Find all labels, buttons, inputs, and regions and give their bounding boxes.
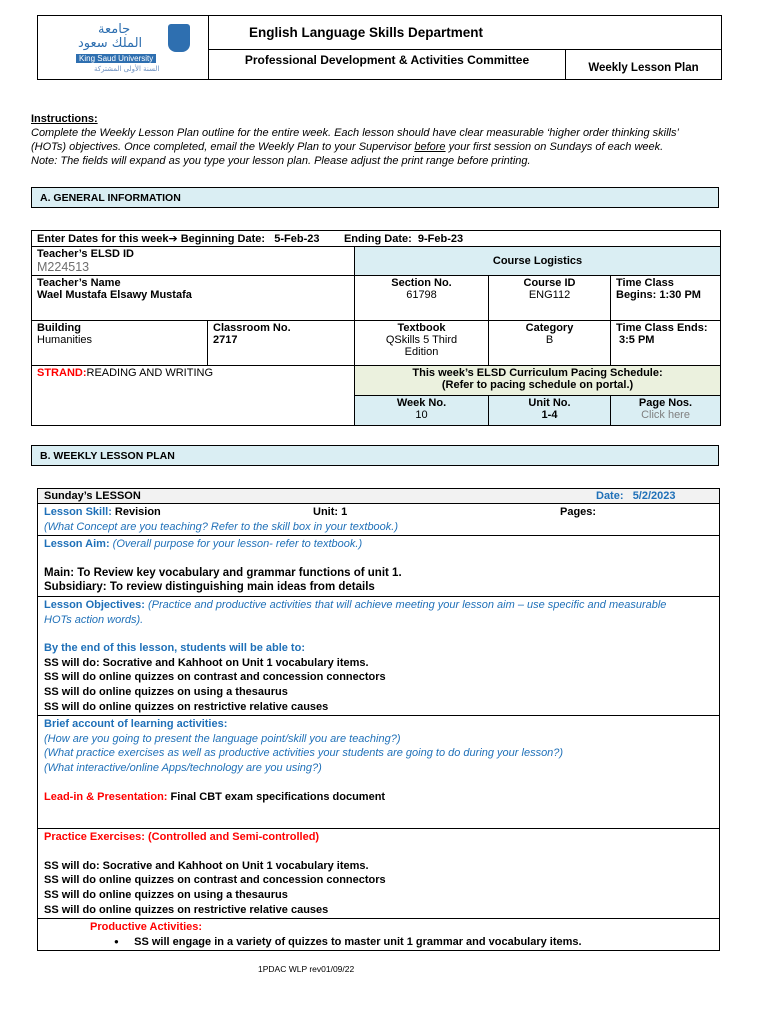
logo-cell (38, 16, 209, 79)
beginning-label: Beginning Date: (180, 233, 266, 245)
building-cell (32, 321, 208, 366)
lesson-skill-cell (38, 504, 720, 536)
instructions (31, 112, 731, 168)
document-header (37, 15, 722, 80)
textbook-field[interactable]: QSkills 5 Third Edition (385, 334, 458, 358)
instructions-line2a: (HOTs) objectives. Once completed, email the Weekly Plan to your Supervisor (31, 141, 415, 153)
leadin-field[interactable]: Final CBT exam specifications document (170, 790, 386, 803)
productive-label: Productive Activities: (90, 921, 203, 934)
objectives-hint-2: HOTs action words). (44, 613, 144, 626)
category-label: Category (525, 322, 574, 334)
document-type: Weekly Lesson Plan (565, 50, 721, 79)
dates-label: Enter Dates for this week (37, 233, 169, 245)
textbook-cell (355, 321, 489, 366)
practice-item[interactable]: SS will do online quizzes on contrast and concession connectors (44, 874, 386, 887)
section-no-cell (355, 276, 489, 321)
page-nos-label: Page Nos. (638, 397, 693, 409)
lesson-aim-label: Lesson Aim: (44, 538, 110, 551)
objectives-hint-1: (Practice and productive activities that will achieve meeting your lesson aim – use specific and measurable (147, 598, 667, 611)
logo-english-name: King Saud University (76, 54, 156, 63)
university-emblem-icon (168, 24, 190, 52)
teacher-id-field[interactable]: M224513 (37, 260, 90, 274)
lesson-date-group (596, 490, 676, 502)
logo-arabic-tagline: السنة الأولى المشتركة (94, 65, 160, 73)
classroom-label: Classroom No. (213, 322, 291, 334)
time-ends-cell (611, 321, 721, 366)
activities-hint-1: (How are you going to present the language point/skill you are teaching?) (44, 732, 401, 745)
week-no-cell (355, 396, 489, 426)
productive-activities-cell (38, 919, 720, 951)
course-id-field[interactable]: ENG112 (528, 289, 571, 301)
pacing-schedule-cell (355, 366, 721, 396)
strand-field[interactable]: READING AND WRITING (86, 367, 214, 379)
lesson-unit-group (313, 505, 347, 520)
instructions-line3: Note: The fields will expand as you type your lesson plan. Please adjust the print range before printing. (31, 155, 531, 167)
committee-title: Professional Development & Activities Committee (244, 53, 530, 67)
lesson-aim-cell (38, 536, 720, 597)
week-no-field[interactable]: 10 (415, 409, 428, 421)
lesson-aim-hint: (Overall purpose for your lesson- refer to textbook.) (112, 538, 363, 551)
section-a-heading: A. GENERAL INFORMATION (31, 187, 719, 208)
teacher-id-cell (32, 247, 355, 276)
activities-label: Brief account of learning activities: (44, 718, 228, 731)
time-ends-field[interactable]: 3:5 PM (619, 334, 655, 346)
university-logo (60, 22, 190, 74)
arrow-right-icon: ➔ (168, 233, 178, 245)
instructions-line1: Complete the Weekly Lesson Plan outline for the entire week. Each lesson should have clear measurable ‘higher order thinking skills’ (31, 127, 679, 139)
learning-activities-cell (38, 716, 720, 829)
department-title: English Language Skills Department (209, 16, 721, 50)
logo-arabic-line2: الملك سعود (78, 36, 143, 51)
teacher-name-cell (32, 276, 355, 321)
lesson-date-label: Date: (596, 490, 624, 502)
page-nos-cell (611, 396, 721, 426)
classroom-cell (208, 321, 355, 366)
instructions-line2 (31, 140, 731, 154)
main-aim[interactable]: Main: To Review key vocabulary and grammar functions of unit 1. (44, 566, 402, 579)
building-label: Building (37, 322, 81, 334)
page-nos-link[interactable]: Click here (641, 409, 690, 421)
practice-exercises-cell (38, 829, 720, 919)
activities-hint-2: (What practice exercises as well as productive activities your students are going to do during your lesson?) (44, 747, 564, 760)
ending-label: Ending Date: (343, 233, 412, 245)
time-class-cell (611, 276, 721, 321)
teacher-name-label: Teacher’s Name (37, 277, 121, 289)
classroom-field[interactable]: 2717 (213, 334, 238, 346)
dates-row (32, 231, 721, 247)
strand-label: STRAND: (37, 367, 87, 379)
pacing-title: This week’s ELSD Curriculum Pacing Schedule: (412, 367, 663, 379)
subsidiary-aim[interactable]: Subsidiary: To review distinguishing main ideas from details (44, 581, 375, 594)
section-b-heading: B. WEEKLY LESSON PLAN (31, 445, 719, 466)
lesson-objectives-label: Lesson Objectives: (44, 598, 145, 611)
unit-no-label: Unit No. (528, 397, 571, 409)
practice-item[interactable]: SS will do: Socrative and Kahhoot on Unit 1 vocabulary items. (44, 859, 369, 872)
lesson-objectives-cell (38, 596, 720, 715)
instructions-line2b: your first session on Sundays of each week. (445, 141, 664, 153)
lesson-day: Sunday’s LESSON (44, 490, 141, 502)
pacing-note: (Refer to pacing schedule on portal.) (441, 379, 634, 391)
practice-item[interactable]: SS will do online quizzes on using a thesaurus (44, 888, 288, 901)
ending-date[interactable]: 9-Feb-23 (417, 233, 464, 245)
lesson-skill-label: Lesson Skill: (44, 506, 112, 518)
lesson-skill-hint: (What Concept are you teaching? Refer to the skill box in your textbook.) (44, 520, 399, 533)
strand-cell (32, 366, 355, 426)
by-end-statement: By the end of this lesson, students will be able to: (44, 642, 305, 655)
lesson-unit-label: Unit: (313, 506, 339, 518)
objective-item[interactable]: SS will do online quizzes on contrast and concession connectors (44, 671, 386, 684)
productive-field[interactable]: SS will engage in a variety of quizzes to master unit 1 grammar and vocabulary items. (134, 935, 582, 948)
lesson-pages-label: Pages: (560, 506, 597, 518)
footer-revision: 1PDAC WLP rev01/09/22 (258, 964, 355, 974)
textbook-label: Textbook (397, 322, 446, 334)
lesson-date-field[interactable]: 5/2/2023 (632, 490, 676, 502)
weekly-lesson-table (37, 488, 720, 951)
lesson-unit-field[interactable]: 1 (341, 506, 348, 518)
bullet-icon: ● (114, 936, 119, 946)
time-class-label: Time Class (616, 277, 674, 289)
week-no-label: Week No. (396, 397, 447, 409)
activities-hint-3: (What interactive/online Apps/technology are you using?) (44, 761, 322, 774)
course-logistics-heading: Course Logistics (355, 247, 721, 276)
course-id-cell (489, 276, 611, 321)
section-no-field[interactable]: 61798 (406, 289, 437, 301)
objective-item[interactable]: SS will do online quizzes on using a thesaurus (44, 685, 288, 698)
practice-item[interactable]: SS will do online quizzes on restrictive relative causes (44, 903, 329, 916)
teacher-id-label: Teacher’s ELSD ID (37, 248, 134, 260)
category-cell (489, 321, 611, 366)
beginning-date[interactable]: 5-Feb-23 (274, 233, 320, 245)
objective-item[interactable]: SS will do: Socrative and Kahhoot on Unit 1 vocabulary items. (44, 656, 369, 669)
general-information-table (31, 230, 721, 426)
instructions-before: before (414, 141, 446, 153)
practice-label: Practice Exercises: (Controlled and Semi-controlled) (44, 831, 320, 844)
productive-item (44, 935, 713, 950)
leadin-label: Lead-in & Presentation: (44, 790, 168, 803)
time-ends-label: Time Class Ends: (616, 322, 708, 334)
teacher-name-field[interactable]: Wael Mustafa Elsawy Mustafa (37, 289, 192, 301)
time-begins-field[interactable]: Begins: 1:30 PM (616, 289, 701, 301)
category-field[interactable]: B (545, 334, 554, 346)
logo-arabic-line1: جامعة (98, 22, 131, 37)
unit-no-field[interactable]: 1-4 (541, 409, 558, 421)
unit-no-cell (489, 396, 611, 426)
section-no-label: Section No. (391, 277, 452, 289)
instructions-title: Instructions: (31, 113, 98, 125)
lesson-day-row (38, 489, 720, 504)
lesson-skill-field[interactable]: Revision (114, 506, 161, 518)
course-id-label: Course ID (523, 277, 576, 289)
building-field[interactable]: Humanities (37, 334, 93, 346)
objective-item[interactable]: SS will do online quizzes on restrictive relative causes (44, 700, 329, 713)
